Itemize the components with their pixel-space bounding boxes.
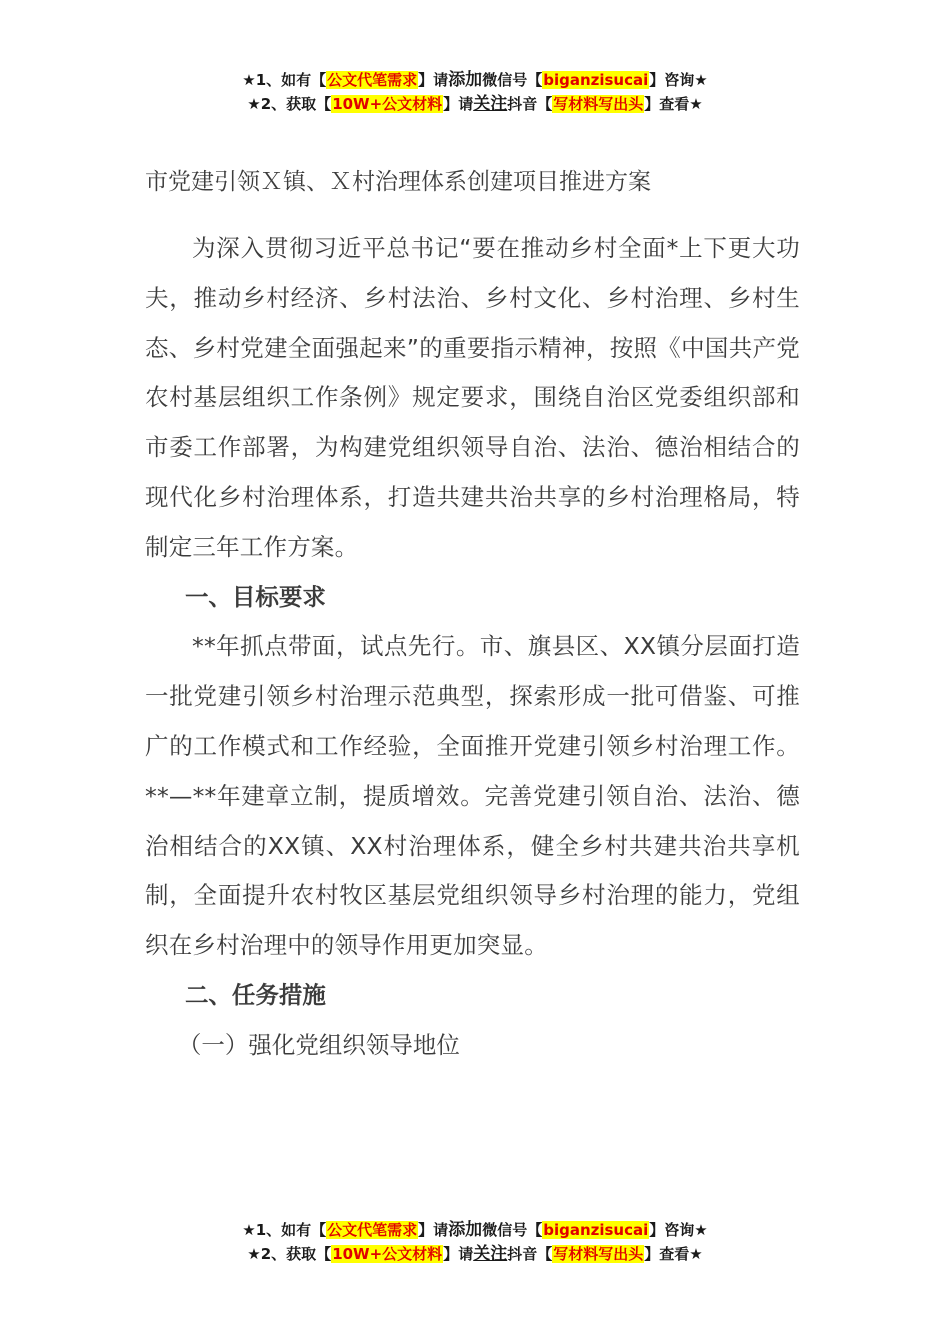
banner-text: 】请 [443, 95, 474, 113]
banner-text: 】咨询★ [649, 1221, 708, 1239]
footer-banner [0, 1218, 950, 1266]
section-1-paragraph: **年抓点带面，试点先行。市、旗县区、XX镇分层面打造一批党建引领乡村治理示范典型，探索形成一批可借鉴、可推广的工作模式和工作经验，全面推开党建引领乡村治理工作。**—**年建章立制，提质增效。完善党建引领自治、法治、德治相结合的XX镇、XX村治理体系，健全乡村共建共治共享机制，全面提升农村牧区基层党组织领导乡村治理的能力，党组织在乡村治理中的领导作用更加突显。 [145, 632, 800, 960]
banner-emphasis: 添加 [448, 1220, 483, 1240]
banner-text: 】请 [418, 1221, 449, 1239]
document-title: 市党建引领Ｘ镇、Ｘ村治理体系创建项目推进方案 [145, 169, 651, 195]
banner-line-2 [0, 92, 950, 116]
banner-highlight: 10W+公文材料 [332, 1245, 443, 1263]
banner-text: ★2、获取【 [247, 95, 332, 113]
banner-text: 抖音【 [507, 1245, 553, 1263]
section-heading-1: 一、目标要求 [184, 582, 326, 611]
banner-emphasis: 添加 [448, 70, 483, 90]
banner-text: 微信号【 [482, 1221, 543, 1239]
banner-douyin-id: 写材料写出头 [553, 1245, 644, 1263]
banner-douyin-id: 写材料写出头 [553, 95, 644, 113]
subsection-heading-1: （一）强化党组织领导地位 [177, 1030, 460, 1059]
banner-text: 】查看★ [644, 1245, 703, 1263]
banner-wechat-id: biganzisucai [543, 71, 649, 89]
banner-emphasis: 关注 [473, 1244, 508, 1264]
banner-highlight: 10W+公文材料 [332, 95, 443, 113]
banner-text: 】查看★ [644, 95, 703, 113]
footer-line-1 [0, 1218, 950, 1242]
banner-text: 】请 [418, 71, 449, 89]
intro-paragraph: 为深入贯彻习近平总书记“要在推动乡村全面*上下更大功夫，推动乡村经济、乡村法治、乡村文化、乡村治理、乡村生态、乡村党建全面强起来”的重要指示精神，按照《中国共产党农村基层组织工作条例》规定要求，围绕自治区党委组织部和市委工作部署，为构建党组织领导自治、法治、德治相结合的现代化乡村治理体系，打造共建共治共享的乡村治理格局，特制定三年工作方案。 [145, 234, 800, 561]
banner-wechat-id: biganzisucai [543, 1221, 649, 1239]
banner-text: 】请 [443, 1245, 474, 1263]
section-heading-2: 二、任务措施 [184, 980, 326, 1009]
banner-highlight: 公文代笔需求 [327, 71, 418, 89]
banner-line-1 [0, 68, 950, 92]
banner-text: ★2、获取【 [247, 1245, 332, 1263]
header-banner [0, 68, 950, 116]
banner-text: ★1、如有【 [242, 71, 327, 89]
banner-text: 】咨询★ [649, 71, 708, 89]
banner-text: 微信号【 [482, 71, 543, 89]
banner-emphasis: 关注 [473, 94, 508, 114]
banner-text: ★1、如有【 [242, 1221, 327, 1239]
banner-text: 抖音【 [507, 95, 553, 113]
footer-line-2 [0, 1242, 950, 1266]
document-body [145, 160, 800, 1071]
banner-highlight: 公文代笔需求 [327, 1221, 418, 1239]
